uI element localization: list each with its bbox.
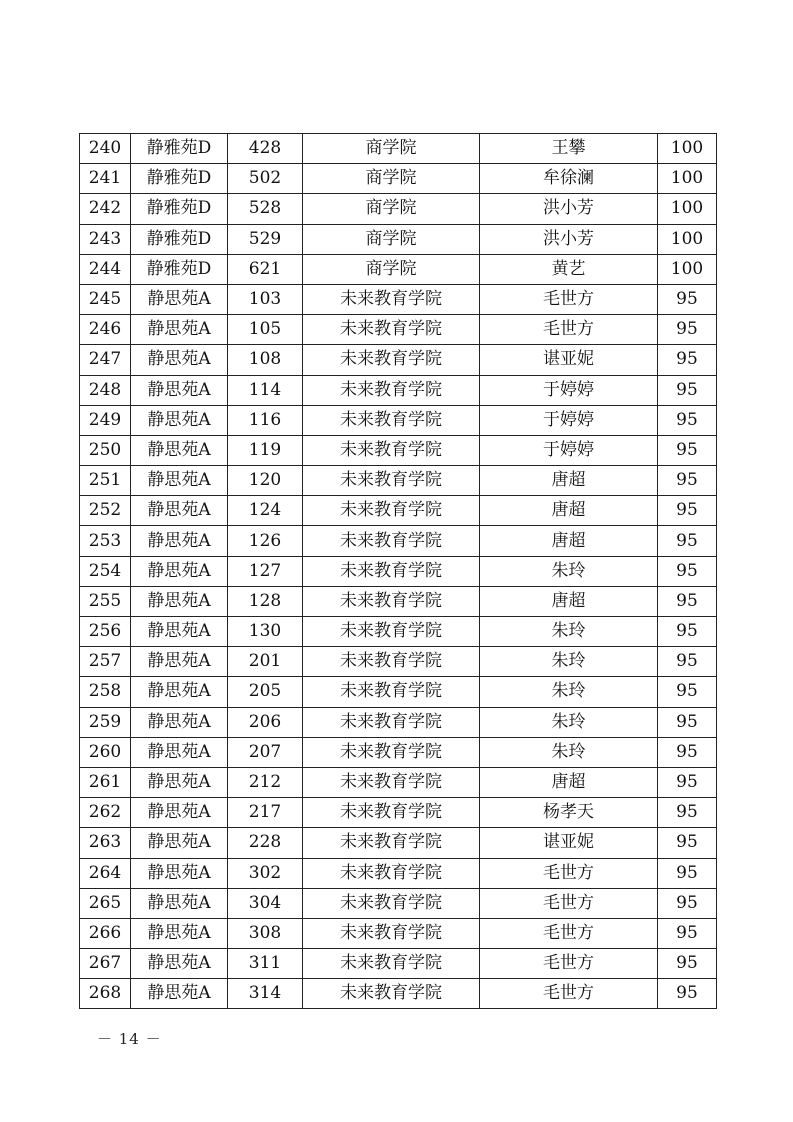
row-number-cell: 266 bbox=[80, 918, 131, 948]
name-cell: 朱玲 bbox=[480, 617, 658, 647]
room-cell: 308 bbox=[228, 918, 303, 948]
table-row bbox=[80, 767, 717, 797]
college-cell: 未来教育学院 bbox=[303, 435, 480, 465]
name-cell: 毛世方 bbox=[480, 284, 658, 314]
college-cell: 未来教育学院 bbox=[303, 617, 480, 647]
name-cell: 毛世方 bbox=[480, 979, 658, 1009]
table-row bbox=[80, 677, 717, 707]
building-cell: 静思苑A bbox=[131, 828, 228, 858]
table-row bbox=[80, 617, 717, 647]
score-cell: 95 bbox=[658, 466, 717, 496]
score-cell: 95 bbox=[658, 375, 717, 405]
name-cell: 黄艺 bbox=[480, 254, 658, 284]
building-cell: 静思苑A bbox=[131, 345, 228, 375]
name-cell: 杨孝天 bbox=[480, 798, 658, 828]
row-number-cell: 245 bbox=[80, 284, 131, 314]
college-cell: 未来教育学院 bbox=[303, 556, 480, 586]
name-cell: 王攀 bbox=[480, 134, 658, 164]
room-cell: 212 bbox=[228, 767, 303, 797]
row-number-cell: 247 bbox=[80, 345, 131, 375]
score-cell: 95 bbox=[658, 858, 717, 888]
room-cell: 207 bbox=[228, 737, 303, 767]
building-cell: 静思苑A bbox=[131, 858, 228, 888]
table-row bbox=[80, 164, 717, 194]
room-cell: 119 bbox=[228, 435, 303, 465]
building-cell: 静思苑A bbox=[131, 617, 228, 647]
score-cell: 95 bbox=[658, 918, 717, 948]
college-cell: 未来教育学院 bbox=[303, 888, 480, 918]
building-cell: 静思苑A bbox=[131, 979, 228, 1009]
room-cell: 502 bbox=[228, 164, 303, 194]
room-cell: 114 bbox=[228, 375, 303, 405]
building-cell: 静雅苑D bbox=[131, 254, 228, 284]
name-cell: 朱玲 bbox=[480, 647, 658, 677]
room-cell: 302 bbox=[228, 858, 303, 888]
college-cell: 未来教育学院 bbox=[303, 828, 480, 858]
dormitory-score-table bbox=[79, 133, 717, 1009]
score-cell: 95 bbox=[658, 888, 717, 918]
room-cell: 120 bbox=[228, 466, 303, 496]
building-cell: 静思苑A bbox=[131, 435, 228, 465]
room-cell: 205 bbox=[228, 677, 303, 707]
score-cell: 95 bbox=[658, 586, 717, 616]
score-cell: 100 bbox=[658, 224, 717, 254]
room-cell: 130 bbox=[228, 617, 303, 647]
score-cell: 95 bbox=[658, 677, 717, 707]
college-cell: 未来教育学院 bbox=[303, 586, 480, 616]
row-number-cell: 240 bbox=[80, 134, 131, 164]
table-row bbox=[80, 345, 717, 375]
building-cell: 静雅苑D bbox=[131, 194, 228, 224]
name-cell: 谌亚妮 bbox=[480, 345, 658, 375]
score-cell: 95 bbox=[658, 707, 717, 737]
college-cell: 未来教育学院 bbox=[303, 405, 480, 435]
table-row bbox=[80, 737, 717, 767]
building-cell: 静思苑A bbox=[131, 284, 228, 314]
table-row bbox=[80, 918, 717, 948]
building-cell: 静雅苑D bbox=[131, 164, 228, 194]
table-row bbox=[80, 858, 717, 888]
college-cell: 商学院 bbox=[303, 194, 480, 224]
building-cell: 静思苑A bbox=[131, 586, 228, 616]
table-row bbox=[80, 798, 717, 828]
room-cell: 124 bbox=[228, 496, 303, 526]
college-cell: 商学院 bbox=[303, 254, 480, 284]
college-cell: 未来教育学院 bbox=[303, 918, 480, 948]
room-cell: 621 bbox=[228, 254, 303, 284]
building-cell: 静思苑A bbox=[131, 315, 228, 345]
room-cell: 304 bbox=[228, 888, 303, 918]
college-cell: 未来教育学院 bbox=[303, 647, 480, 677]
score-cell: 100 bbox=[658, 254, 717, 284]
name-cell: 唐超 bbox=[480, 586, 658, 616]
room-cell: 217 bbox=[228, 798, 303, 828]
table-row bbox=[80, 435, 717, 465]
table-body bbox=[80, 134, 717, 1009]
name-cell: 于婷婷 bbox=[480, 435, 658, 465]
row-number-cell: 242 bbox=[80, 194, 131, 224]
table-row bbox=[80, 586, 717, 616]
name-cell: 于婷婷 bbox=[480, 405, 658, 435]
college-cell: 未来教育学院 bbox=[303, 707, 480, 737]
college-cell: 商学院 bbox=[303, 224, 480, 254]
college-cell: 未来教育学院 bbox=[303, 767, 480, 797]
college-cell: 商学院 bbox=[303, 164, 480, 194]
score-cell: 95 bbox=[658, 617, 717, 647]
row-number-cell: 248 bbox=[80, 375, 131, 405]
building-cell: 静思苑A bbox=[131, 949, 228, 979]
college-cell: 未来教育学院 bbox=[303, 737, 480, 767]
page-number: － 14 － bbox=[97, 1030, 162, 1048]
room-cell: 528 bbox=[228, 194, 303, 224]
row-number-cell: 251 bbox=[80, 466, 131, 496]
room-cell: 127 bbox=[228, 556, 303, 586]
building-cell: 静思苑A bbox=[131, 466, 228, 496]
building-cell: 静思苑A bbox=[131, 767, 228, 797]
row-number-cell: 263 bbox=[80, 828, 131, 858]
name-cell: 唐超 bbox=[480, 466, 658, 496]
college-cell: 商学院 bbox=[303, 134, 480, 164]
college-cell: 未来教育学院 bbox=[303, 466, 480, 496]
building-cell: 静思苑A bbox=[131, 888, 228, 918]
score-cell: 95 bbox=[658, 315, 717, 345]
score-cell: 95 bbox=[658, 737, 717, 767]
name-cell: 牟徐澜 bbox=[480, 164, 658, 194]
score-cell: 95 bbox=[658, 405, 717, 435]
score-cell: 95 bbox=[658, 767, 717, 797]
name-cell: 朱玲 bbox=[480, 677, 658, 707]
building-cell: 静思苑A bbox=[131, 375, 228, 405]
college-cell: 未来教育学院 bbox=[303, 979, 480, 1009]
room-cell: 128 bbox=[228, 586, 303, 616]
name-cell: 唐超 bbox=[480, 526, 658, 556]
room-cell: 201 bbox=[228, 647, 303, 677]
building-cell: 静思苑A bbox=[131, 707, 228, 737]
table-row bbox=[80, 647, 717, 677]
name-cell: 毛世方 bbox=[480, 918, 658, 948]
room-cell: 126 bbox=[228, 526, 303, 556]
row-number-cell: 241 bbox=[80, 164, 131, 194]
room-cell: 529 bbox=[228, 224, 303, 254]
building-cell: 静思苑A bbox=[131, 647, 228, 677]
score-cell: 95 bbox=[658, 798, 717, 828]
row-number-cell: 262 bbox=[80, 798, 131, 828]
table-row bbox=[80, 979, 717, 1009]
score-cell: 95 bbox=[658, 526, 717, 556]
room-cell: 103 bbox=[228, 284, 303, 314]
row-number-cell: 267 bbox=[80, 949, 131, 979]
score-cell: 95 bbox=[658, 345, 717, 375]
college-cell: 未来教育学院 bbox=[303, 858, 480, 888]
row-number-cell: 256 bbox=[80, 617, 131, 647]
name-cell: 朱玲 bbox=[480, 737, 658, 767]
building-cell: 静思苑A bbox=[131, 405, 228, 435]
table-row bbox=[80, 496, 717, 526]
score-cell: 95 bbox=[658, 556, 717, 586]
room-cell: 206 bbox=[228, 707, 303, 737]
table-row bbox=[80, 466, 717, 496]
building-cell: 静思苑A bbox=[131, 496, 228, 526]
name-cell: 唐超 bbox=[480, 496, 658, 526]
table-row bbox=[80, 134, 717, 164]
row-number-cell: 250 bbox=[80, 435, 131, 465]
table-row bbox=[80, 194, 717, 224]
college-cell: 未来教育学院 bbox=[303, 677, 480, 707]
building-cell: 静思苑A bbox=[131, 737, 228, 767]
name-cell: 朱玲 bbox=[480, 707, 658, 737]
college-cell: 未来教育学院 bbox=[303, 345, 480, 375]
score-cell: 95 bbox=[658, 979, 717, 1009]
building-cell: 静雅苑D bbox=[131, 224, 228, 254]
row-number-cell: 268 bbox=[80, 979, 131, 1009]
row-number-cell: 255 bbox=[80, 586, 131, 616]
college-cell: 未来教育学院 bbox=[303, 284, 480, 314]
name-cell: 毛世方 bbox=[480, 858, 658, 888]
row-number-cell: 249 bbox=[80, 405, 131, 435]
building-cell: 静雅苑D bbox=[131, 134, 228, 164]
table-row bbox=[80, 224, 717, 254]
row-number-cell: 258 bbox=[80, 677, 131, 707]
building-cell: 静思苑A bbox=[131, 677, 228, 707]
name-cell: 于婷婷 bbox=[480, 375, 658, 405]
table-row bbox=[80, 405, 717, 435]
row-number-cell: 259 bbox=[80, 707, 131, 737]
room-cell: 108 bbox=[228, 345, 303, 375]
college-cell: 未来教育学院 bbox=[303, 315, 480, 345]
score-cell: 100 bbox=[658, 164, 717, 194]
college-cell: 未来教育学院 bbox=[303, 526, 480, 556]
row-number-cell: 257 bbox=[80, 647, 131, 677]
row-number-cell: 261 bbox=[80, 767, 131, 797]
row-number-cell: 254 bbox=[80, 556, 131, 586]
college-cell: 未来教育学院 bbox=[303, 496, 480, 526]
row-number-cell: 244 bbox=[80, 254, 131, 284]
room-cell: 428 bbox=[228, 134, 303, 164]
row-number-cell: 264 bbox=[80, 858, 131, 888]
building-cell: 静思苑A bbox=[131, 918, 228, 948]
score-cell: 95 bbox=[658, 284, 717, 314]
building-cell: 静思苑A bbox=[131, 798, 228, 828]
name-cell: 谌亚妮 bbox=[480, 828, 658, 858]
room-cell: 311 bbox=[228, 949, 303, 979]
row-number-cell: 252 bbox=[80, 496, 131, 526]
table-row bbox=[80, 556, 717, 586]
row-number-cell: 253 bbox=[80, 526, 131, 556]
name-cell: 毛世方 bbox=[480, 949, 658, 979]
name-cell: 毛世方 bbox=[480, 888, 658, 918]
score-cell: 100 bbox=[658, 194, 717, 224]
table-row bbox=[80, 949, 717, 979]
score-cell: 95 bbox=[658, 949, 717, 979]
room-cell: 116 bbox=[228, 405, 303, 435]
table-row bbox=[80, 375, 717, 405]
score-cell: 95 bbox=[658, 647, 717, 677]
score-cell: 95 bbox=[658, 496, 717, 526]
row-number-cell: 246 bbox=[80, 315, 131, 345]
name-cell: 唐超 bbox=[480, 767, 658, 797]
room-cell: 314 bbox=[228, 979, 303, 1009]
table-row bbox=[80, 828, 717, 858]
name-cell: 毛世方 bbox=[480, 315, 658, 345]
row-number-cell: 265 bbox=[80, 888, 131, 918]
building-cell: 静思苑A bbox=[131, 526, 228, 556]
name-cell: 朱玲 bbox=[480, 556, 658, 586]
building-cell: 静思苑A bbox=[131, 556, 228, 586]
table-row bbox=[80, 254, 717, 284]
name-cell: 洪小芳 bbox=[480, 194, 658, 224]
name-cell: 洪小芳 bbox=[480, 224, 658, 254]
score-cell: 95 bbox=[658, 435, 717, 465]
college-cell: 未来教育学院 bbox=[303, 375, 480, 405]
table-row bbox=[80, 284, 717, 314]
table-row bbox=[80, 315, 717, 345]
table-row bbox=[80, 888, 717, 918]
room-cell: 228 bbox=[228, 828, 303, 858]
table-row bbox=[80, 707, 717, 737]
row-number-cell: 243 bbox=[80, 224, 131, 254]
row-number-cell: 260 bbox=[80, 737, 131, 767]
score-cell: 95 bbox=[658, 828, 717, 858]
college-cell: 未来教育学院 bbox=[303, 949, 480, 979]
table-row bbox=[80, 526, 717, 556]
room-cell: 105 bbox=[228, 315, 303, 345]
score-cell: 100 bbox=[658, 134, 717, 164]
college-cell: 未来教育学院 bbox=[303, 798, 480, 828]
